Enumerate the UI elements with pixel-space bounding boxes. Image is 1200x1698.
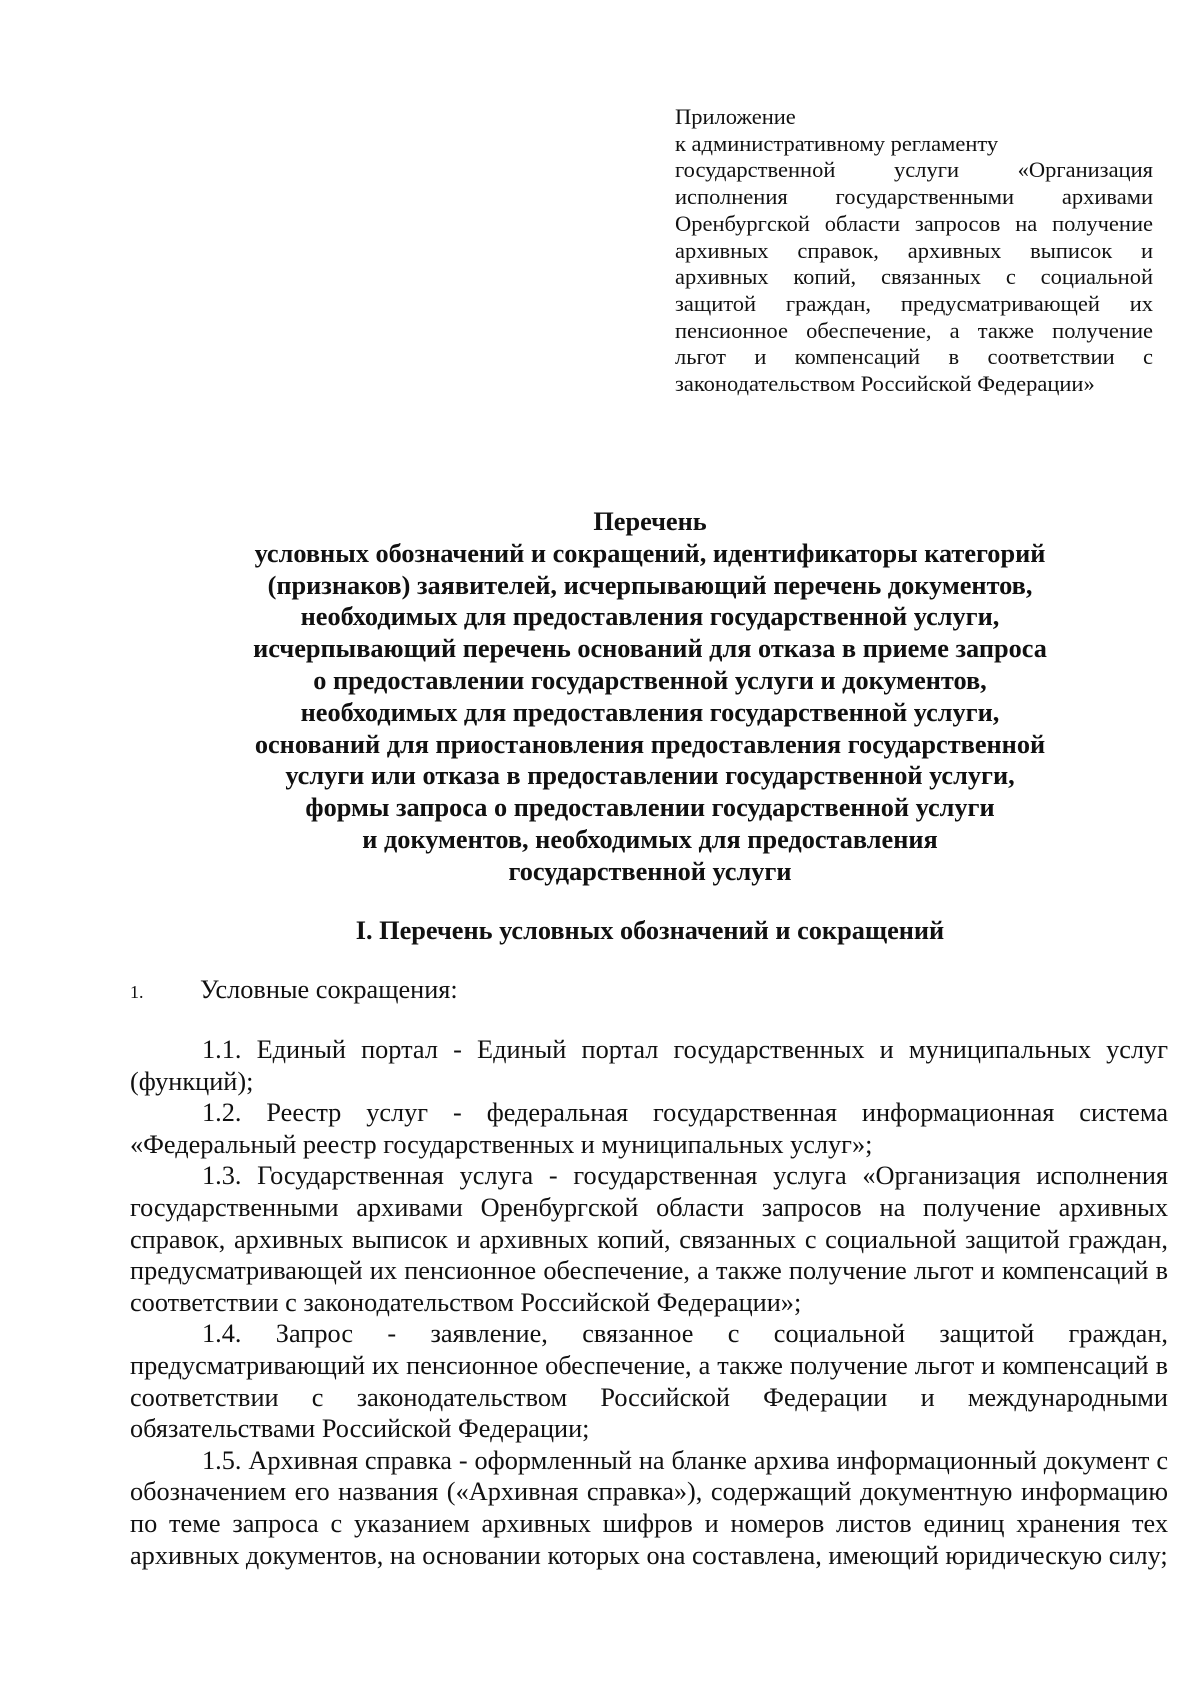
title-line: и документов, необходимых для предоставления: [362, 824, 938, 854]
title-line: государственной услуги: [508, 856, 792, 886]
paragraph-1-1: 1.1. Единый портал - Единый портал государственных и муниципальных услуг (функций);: [130, 1035, 1168, 1096]
section-body: [130, 1034, 1168, 1571]
title-line: о предоставлении государственной услуги и документов,: [313, 665, 987, 695]
title-line: необходимых для предоставления государственной услуги,: [300, 697, 1000, 727]
document-title: [130, 506, 1170, 888]
title-line: (признаков) заявителей, исчерпывающий перечень документов,: [267, 570, 1033, 600]
item-label: Условные сокращения:: [200, 975, 458, 1004]
appendix-text: государственной услуги «Организация исполнения государственными архивами Оренбургской области запросов на получение архивных справок, архивных выписок и архивных копий, связанных с социальной защитой граждан, предусматривающей их пенсионное обеспечение, а также получение льгот и компенсаций в соответствии с законодательством Российской Федерации»: [675, 157, 1153, 397]
title-line: оснований для приостановления предоставления государственной: [254, 729, 1046, 759]
paragraph-1-4: 1.4. Запрос - заявление, связанное с социальной защитой граждан, предусматривающий их пенсионное обеспечение, а также получение льгот и компенсаций в соответствии с законодательством Российской Федерации и международными обязательствами Российской Федерации;: [130, 1319, 1168, 1444]
title-line: необходимых для предоставления государственной услуги,: [300, 602, 1000, 632]
paragraph-1-5: 1.5. Архивная справка - оформленный на бланке архива информационный документ с обозначением его названия («Архивная справка»), содержащий документную информацию по теме запроса с указанием архивных шифров и номеров листов единиц хранения тех архивных документов, на основании которых она составлена, имеющий юридическую силу;: [130, 1445, 1168, 1570]
title-line: исчерпывающий перечень оснований для отказа в приеме запроса: [253, 634, 1047, 664]
appendix-line-2: к административному регламенту: [675, 130, 999, 156]
title-line: формы запроса о предоставлении государственной услуги: [305, 793, 995, 823]
title-line: условных обозначений и сокращений, идентификаторы категорий: [254, 538, 1046, 568]
appendix-note: [675, 104, 1153, 398]
paragraph-1-3: 1.3. Государственная услуга - государственная услуга «Организация исполнения государственными архивами Оренбургской области запросов на получение архивных справок, архивных выписок и архивных копий, связанных с социальной защитой граждан, предусматривающей их пенсионное обеспечение, а также получение льгот и компенсаций в соответствии с законодательством Российской Федерации»;: [130, 1161, 1168, 1317]
section-heading: I. Перечень условных обозначений и сокращений: [355, 916, 945, 945]
paragraph-1-2: 1.2. Реестр услуг - федеральная государственная информационная система «Федеральный реестр государственных и муниципальных услуг»;: [130, 1098, 1168, 1159]
item-number: 1.: [130, 982, 144, 1002]
list-item-heading: [130, 974, 1170, 1008]
title-line: услуги или отказа в предоставлении государственной услуги,: [285, 761, 1015, 791]
title-line: Перечень: [593, 507, 707, 536]
appendix-line-1: Приложение: [675, 104, 796, 129]
